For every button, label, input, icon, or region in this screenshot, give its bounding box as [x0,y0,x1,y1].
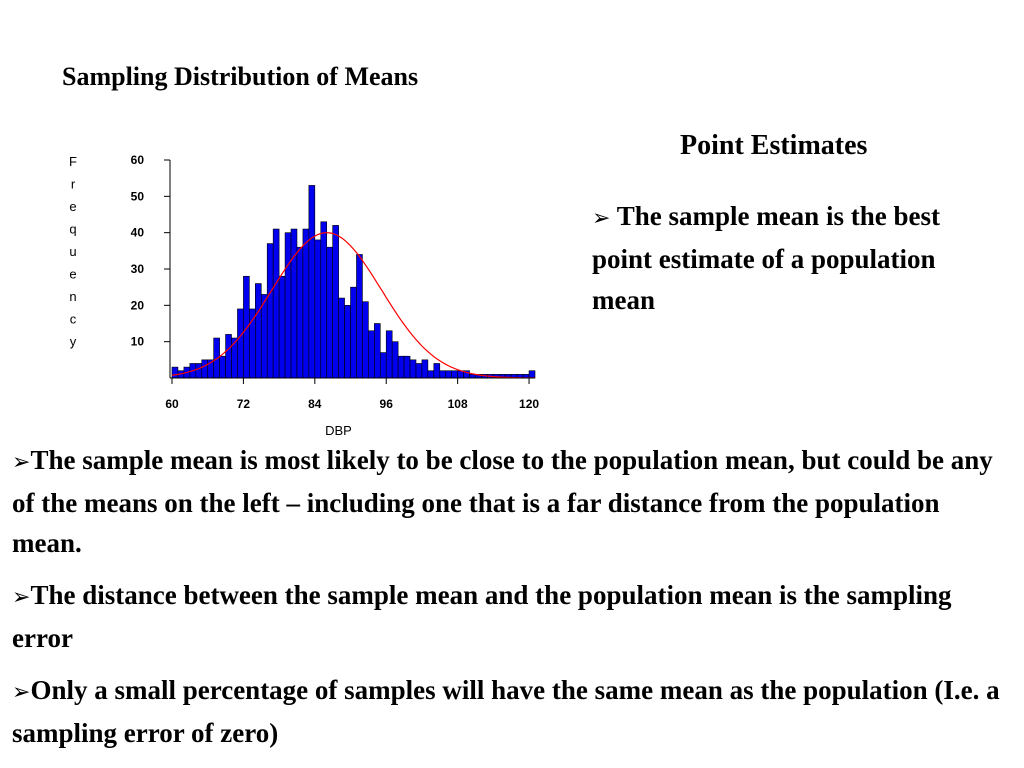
histogram-bar [232,338,238,378]
x-tick-label: 120 [519,397,540,411]
y-axis-label-letter: e [69,199,77,214]
y-axis-label-letter: n [69,289,77,304]
histogram-bar [428,371,434,378]
histogram-bar [321,222,327,378]
histogram-bar [315,240,321,378]
histogram-bar [285,233,291,378]
histogram-bar [279,276,285,378]
histogram-bar [196,363,202,378]
histogram-bar [416,363,422,378]
histogram-bar [327,247,333,378]
side-bullet [592,196,992,321]
histogram-svg [60,148,550,440]
x-tick-label: 60 [165,397,179,411]
y-tick-label: 50 [130,189,144,204]
bullet-arrow-icon: ➢ [12,680,31,705]
y-axis-label-letter: q [69,221,77,237]
histogram-bar [172,367,178,378]
histogram-bar [243,276,249,378]
histogram-bar [345,305,351,378]
histogram-bar [339,298,345,378]
histogram-bar [446,371,452,378]
histogram-bar [351,287,357,378]
histogram-bar [374,324,380,379]
histogram-bar [333,225,339,378]
bullet-text: The sample mean is most likely to be close to the population mean, but could be any of the means on the left – including one that is a far distance from the population mean. [12,445,993,558]
y-axis-label-letter: e [69,266,77,282]
x-tick-label: 96 [379,397,393,411]
side-bullet-text: The sample mean is the best point estimate of a population mean [592,201,940,315]
histogram-bar [202,360,208,378]
bullet-arrow-icon: ➢ [12,585,31,610]
histogram-bar [529,371,535,378]
histogram-bar [309,185,315,378]
histogram-bar [368,331,374,378]
histogram-bar [362,302,368,378]
x-tick-label: 84 [308,397,322,411]
bullet-list [12,440,1012,765]
histogram-bar [226,334,232,378]
histogram-bar [380,353,386,378]
bullet-item [12,670,1012,753]
x-tick-label: 108 [447,397,468,411]
y-axis-label-letter: c [69,311,77,327]
y-axis-label-letter: r [70,176,76,192]
y-tick-label: 60 [130,153,144,167]
bullet-text: The distance between the sample mean and the population mean is the sampling error [12,580,952,653]
histogram-bar [422,360,428,378]
histogram-bar [386,331,392,378]
histogram-bar [303,229,309,378]
histogram-bar [398,356,404,378]
x-tick-label: 72 [236,397,251,411]
histogram-bar [452,371,458,378]
histogram-bar [237,309,243,378]
slide-title: Sampling Distribution of Means [62,62,419,91]
bullet-arrow-icon: ➢ [12,450,31,475]
bullet-item [12,575,1012,658]
histogram-bar [392,342,398,378]
bullet-text: Only a small percentage of samples will have the same mean as the population (I.e. a sampling error of zero) [12,675,1000,748]
side-heading: Point Estimates [680,130,868,161]
histogram-bar [214,338,220,378]
y-tick-label: 40 [130,225,144,240]
histogram-bar [267,244,273,378]
histogram-bar [440,371,446,378]
y-axis-label-letter: F [69,154,77,169]
histogram-bar [470,374,476,378]
histogram-bar [220,356,226,378]
histogram-bar [434,363,440,378]
bullet-arrow-icon: ➢ [592,206,611,231]
y-axis-label-letter: y [69,334,77,349]
histogram-bar [261,294,267,378]
histogram-bar [297,247,303,378]
histogram-bar [291,229,297,378]
histogram-bar [404,356,410,378]
histogram-bar [255,284,261,378]
histogram-chart [60,148,550,440]
y-axis-label-letter: u [69,244,77,259]
y-tick-label: 30 [130,262,144,276]
histogram-bar [410,360,416,378]
histogram-bar [356,254,362,378]
y-tick-label: 10 [130,334,144,349]
x-axis-label: DBP [325,423,352,438]
bullet-item [12,440,1012,563]
y-tick-label: 20 [130,298,144,313]
histogram-bar [273,229,279,378]
